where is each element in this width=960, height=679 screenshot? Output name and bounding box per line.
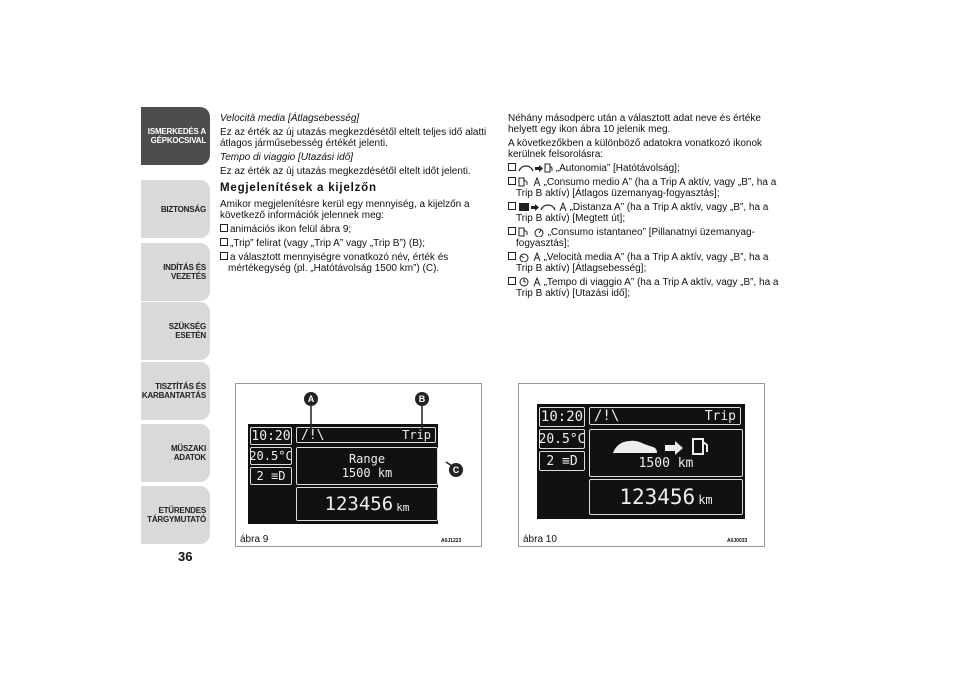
car-icon [540, 203, 556, 212]
car-icon [613, 440, 657, 452]
low-beam-icon: ≡D [554, 453, 578, 469]
list-item [220, 224, 490, 235]
list-item-text: „Distanza A” (ha a Trip A aktív, vagy „B”, ha a Trip B aktív) [Megtett út]; [516, 202, 769, 224]
marker-a: A [304, 392, 318, 406]
figure-10 [518, 383, 765, 547]
right-text-column [508, 113, 783, 302]
gear-cell [539, 451, 585, 471]
figure-9 [235, 383, 482, 547]
list-item-text: „Trip” felirat (vagy „Trip A” vagy „Trip B”) (B); [230, 238, 426, 249]
fuel-pump-icon [693, 439, 703, 454]
list-item-text: „Autonomia” [Hatótávolság]; [555, 163, 680, 174]
subheading-velocita: Velocità media [Átlagsebesség] [220, 113, 360, 124]
flag-icon [518, 202, 530, 212]
tab-label: TISZTÍTÁS ÉS KARBANTARTÁS [141, 382, 206, 400]
odometer-value: 123456 [324, 493, 394, 515]
top-bar [589, 407, 741, 425]
list-item [220, 238, 490, 249]
range-icon-row [611, 436, 721, 456]
list-item [508, 202, 783, 224]
gear-value: 2 [546, 453, 555, 469]
tab-muszaki[interactable] [141, 424, 210, 482]
info-box [589, 429, 743, 477]
paragraph: A következőkben a különböző adatokra vonatkozó ikonok kerülnek felsorolásra: [508, 138, 763, 160]
trip-label: Trip [402, 428, 431, 442]
list-item [508, 163, 783, 174]
car-icon [518, 164, 534, 173]
list-item [220, 252, 490, 274]
trip-label: Trip [704, 408, 736, 424]
checkbox-bullet-icon [220, 238, 228, 246]
trip-a-icon [533, 177, 541, 187]
list-item [508, 177, 783, 199]
section-title: Megjelenítések a kijelzőn [220, 182, 377, 194]
tab-label: MŰSZAKI ADATOK [170, 444, 206, 462]
checkbox-bullet-icon [508, 227, 516, 235]
clock-icon [518, 277, 530, 287]
paragraph: Ez az érték az új utazás megkezdésétől eltelt időt jelenti. [220, 166, 471, 177]
marker-b: B [415, 392, 429, 406]
checkbox-bullet-icon [508, 177, 516, 185]
checkbox-bullet-icon [508, 252, 516, 260]
list-item-text: „Consumo medio A” (ha a Trip A aktív, vagy „B”, ha a Trip B aktív) [Átlagos üzemanyag-fogyasztás]; [516, 177, 777, 199]
tab-label: SZÜKSÉG ESETÉN [168, 322, 206, 340]
trip-a-icon [533, 252, 541, 262]
quantity-value: 1500 km [638, 455, 694, 471]
tab-label: INDÍTÁS ÉS VEZETÉS [163, 263, 206, 281]
list-item [508, 227, 783, 249]
animation-icon: /!\ [301, 427, 325, 443]
odometer-unit: km [698, 493, 713, 507]
tab-label: ISMERKEDÉS A GÉPKOCSIVAL [147, 127, 206, 145]
figure-code: A0J0033 [727, 538, 748, 544]
list-item [508, 277, 783, 299]
tab-label: ETŰRENDES TÁRGYMUTATÓ [147, 506, 206, 524]
speedometer-icon [518, 252, 530, 262]
tab-ismerkedes[interactable] [141, 107, 210, 165]
odometer [589, 479, 743, 515]
arrow-right-icon [534, 164, 544, 173]
gauge-icon [533, 227, 545, 237]
tab-szukseg[interactable] [141, 302, 210, 360]
low-beam-icon: ≡D [263, 469, 286, 483]
checkbox-bullet-icon [220, 252, 228, 260]
display-panel [537, 404, 745, 519]
fuel-consumption-icon [518, 177, 530, 187]
temperature-cell: 20.5°C [539, 429, 585, 449]
left-text-column [220, 113, 490, 277]
checkbox-bullet-icon [220, 224, 228, 232]
list-item-text: „Tempo di viaggio A” (ha a Trip A aktív, vagy „B”, ha a Trip B aktív) [Utazási idő]; [516, 277, 779, 299]
clock-cell: 10:20 [251, 428, 291, 444]
figure-caption: ábra 9 [240, 534, 269, 545]
paragraph: Amikor megjelenítésre kerül egy mennyiség, a kijelzőn a következő információk jelennek meg: [220, 199, 470, 221]
tab-tisztitas[interactable] [141, 362, 210, 420]
clock-cell: 10:20 [540, 409, 584, 425]
leader-lines [236, 384, 481, 546]
fuel-pump-icon [544, 163, 553, 173]
quantity-name: Range [348, 452, 386, 466]
checkbox-bullet-icon [508, 277, 516, 285]
page-number: 36 [178, 549, 193, 564]
figure-code: A0J1223 [441, 538, 462, 544]
odometer-value: 123456 [619, 485, 696, 509]
trip-a-icon [559, 202, 567, 212]
list-item-text: „Velocità media A” (ha a Trip A aktív, vagy „B”, ha a Trip B aktív) [Átlagsebesség]; [516, 252, 769, 274]
list-item [508, 252, 783, 274]
marker-c: C [449, 463, 463, 477]
temperature-cell: 20.5°C [249, 449, 293, 463]
trip-a-icon [533, 277, 541, 287]
tab-inditas[interactable] [141, 243, 210, 301]
odometer-unit: km [396, 500, 410, 514]
quantity-value: 1500 km [341, 466, 393, 480]
checkbox-bullet-icon [508, 202, 516, 210]
arrow-right-icon [665, 441, 683, 455]
arrow-right-icon [530, 203, 540, 212]
fuel-consumption-icon [518, 227, 530, 237]
animation-icon: /!\ [594, 408, 620, 424]
list-item-text: animációs ikon felül ábra 9; [230, 224, 352, 235]
gear-value: 2 [256, 469, 264, 483]
tab-label: BIZTONSÁG [160, 204, 206, 214]
paragraph: Ez az érték az új utazás megkezdésétől eltelt teljes idő alatti átlagos járműsebesség értékét jelenti. [220, 127, 487, 149]
tab-targymutato[interactable] [141, 486, 210, 544]
tab-biztonsag[interactable] [141, 180, 210, 238]
list-item-text: a választott mennyiségre vonatkozó név, érték és mértékegység (pl. „Hatótávolság 1500 km”) (C). [228, 252, 449, 274]
checkbox-bullet-icon [508, 163, 516, 171]
paragraph: Néhány másodperc után a választott adat neve és értéke helyett egy ikon ábra 10 jelenik meg. [508, 113, 761, 135]
subheading-tempo: Tempo di viaggio [Utazási idő] [220, 152, 354, 163]
list-item-text: „Consumo istantaneo” [Pillanatnyi üzemanyag-fogyasztás]; [516, 227, 755, 249]
figure-caption: ábra 10 [523, 534, 557, 545]
